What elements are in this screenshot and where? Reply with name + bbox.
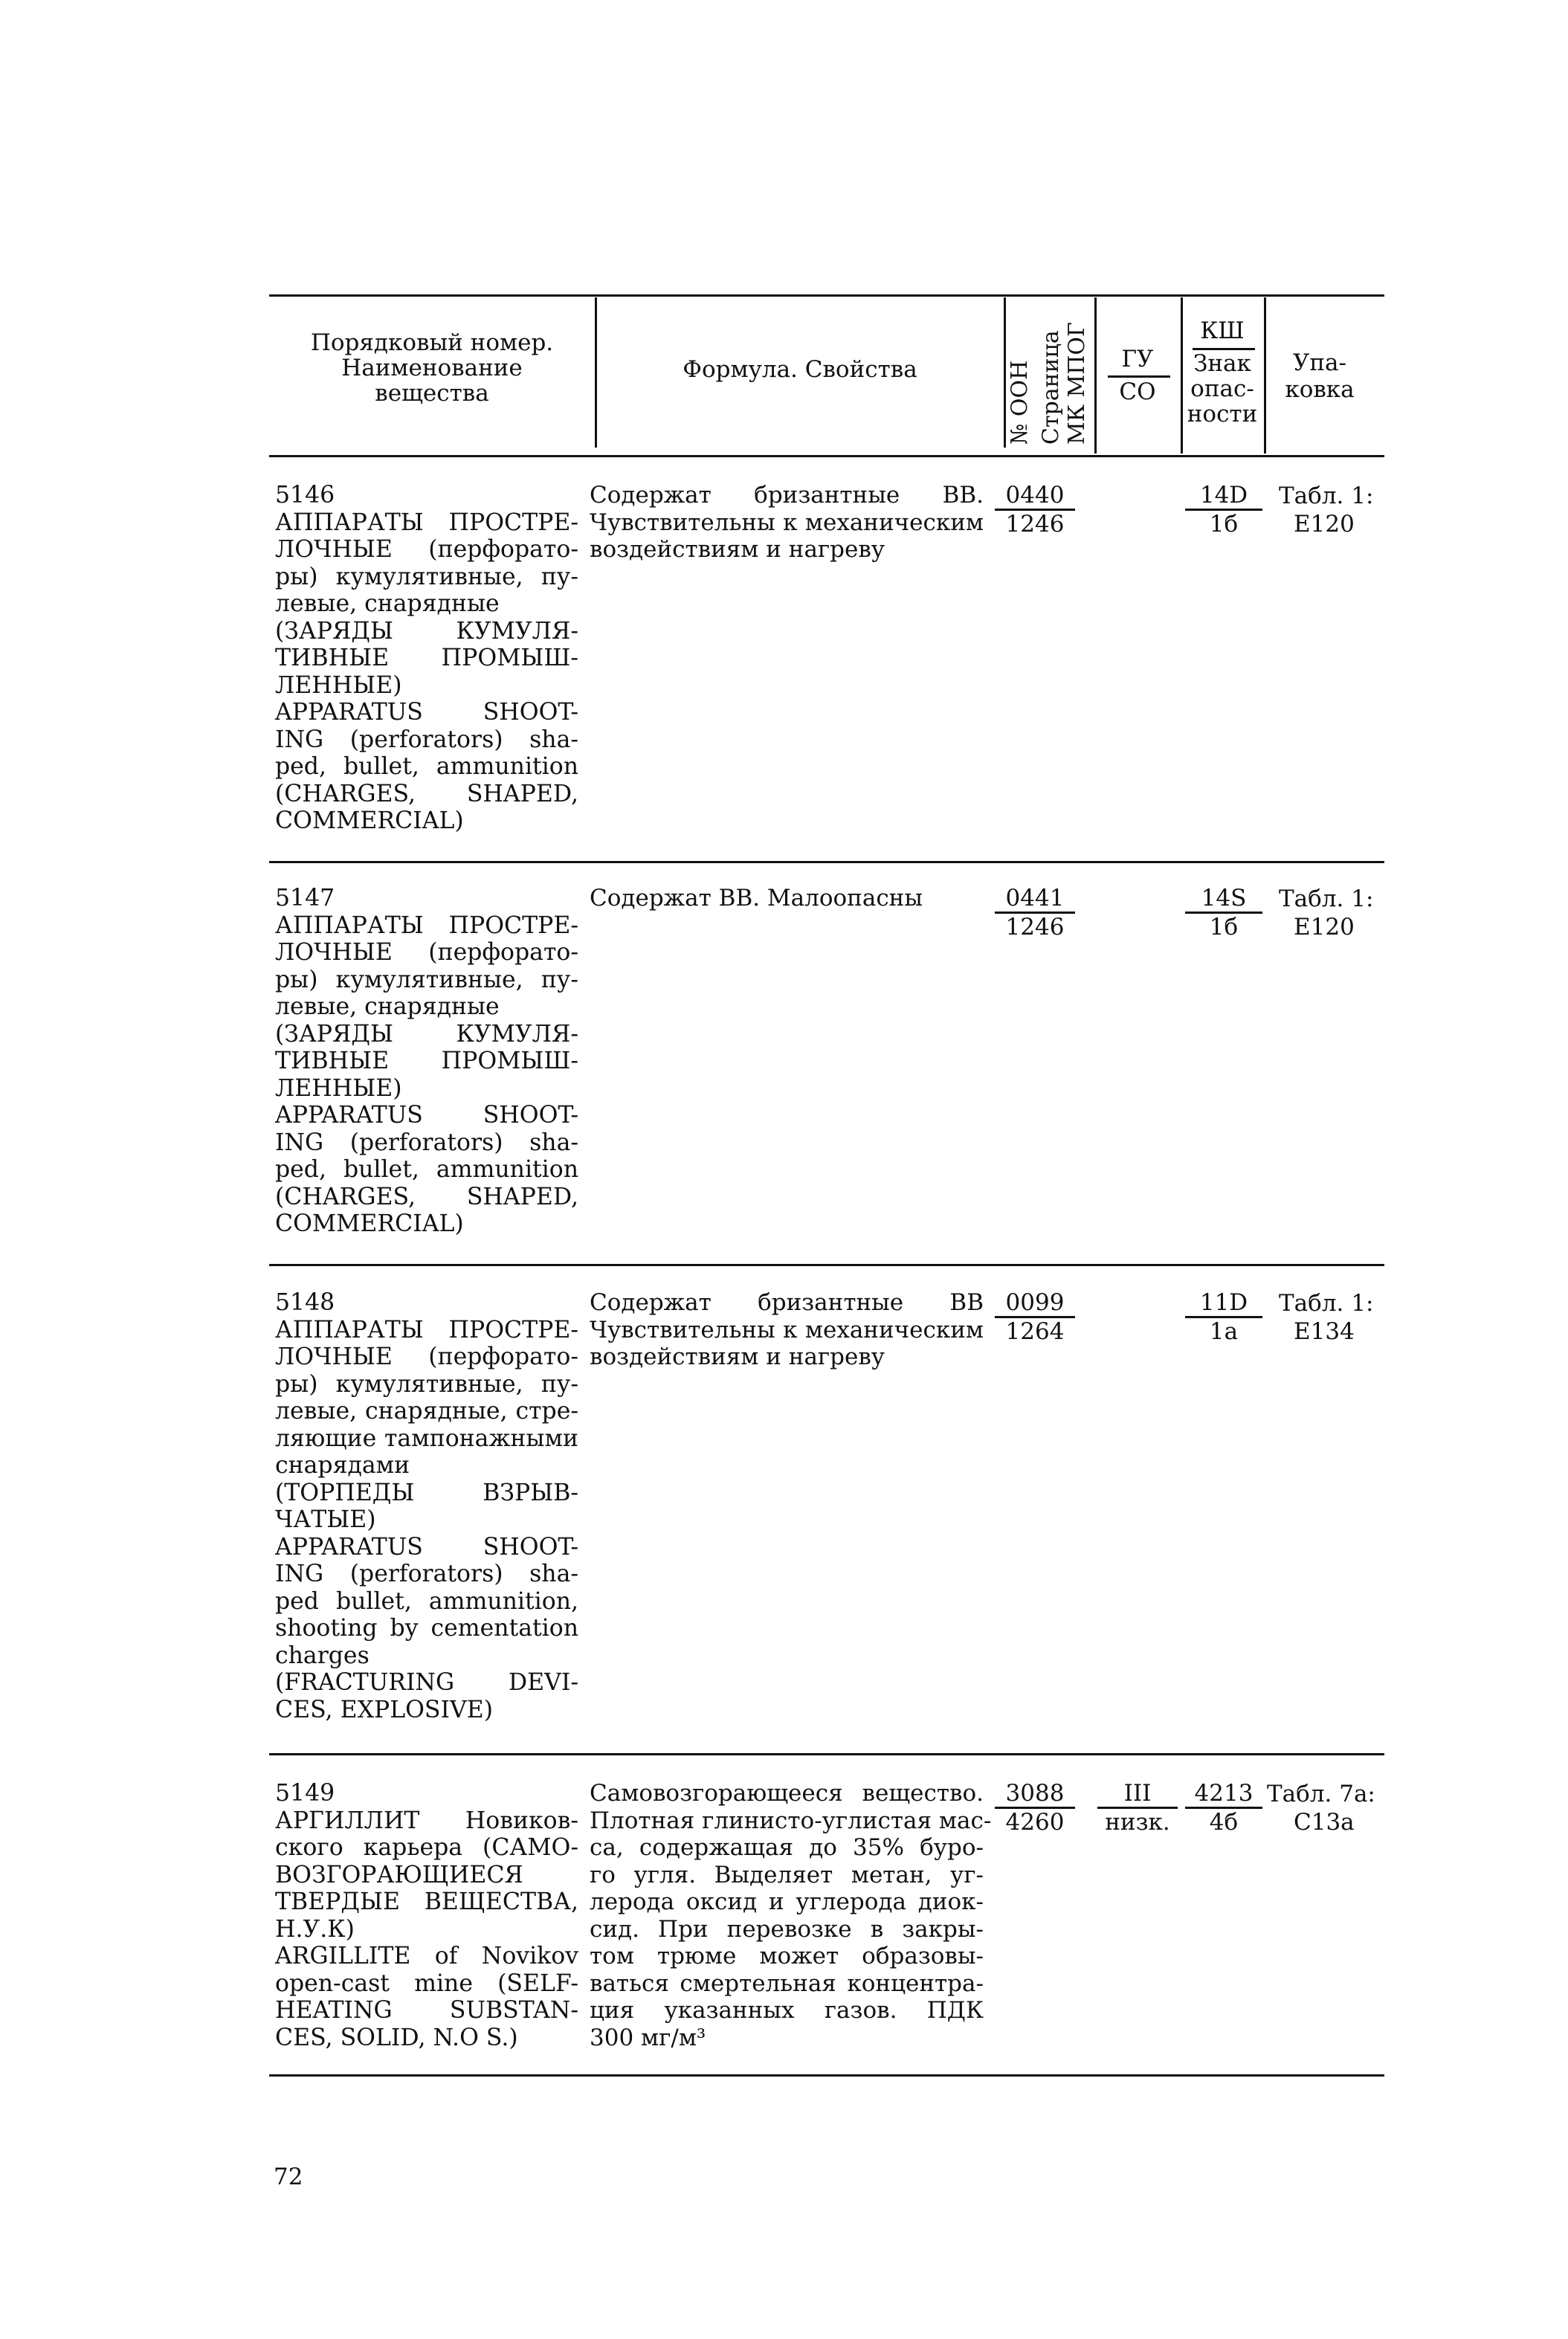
name-line: ВОЗГОРАЮЩИЕСЯ	[275, 1861, 523, 1888]
header-top-rule	[269, 294, 1384, 297]
header-sign-line: ности	[1187, 401, 1258, 428]
header-divider	[595, 297, 597, 448]
name-line: ры) кумулятивные, пу-	[275, 966, 578, 993]
name-line: АППАРАТЫ ПРОСТРЕ-	[275, 912, 578, 939]
header-divider	[1264, 297, 1266, 454]
substance-name-cell	[275, 482, 578, 835]
properties-cell	[590, 1289, 984, 1371]
hazard-sign: 1б	[1209, 914, 1239, 941]
name-line: ped, bullet, ammunition	[275, 753, 578, 780]
header-name-line: вещества	[375, 380, 489, 407]
header-co: СО	[1119, 378, 1156, 405]
props-line: лерода оксид и углерода диок-	[590, 1888, 984, 1915]
name-line: ТИВНЫЕ ПРОМЫШ-	[275, 645, 578, 671]
name-line: 5146	[275, 482, 335, 509]
header-divider	[1094, 297, 1097, 454]
header-bottom-rule	[269, 455, 1384, 457]
props-line: ваться смертельная концентра-	[590, 1969, 984, 1997]
name-line: ING (perforators) sha-	[275, 726, 578, 753]
name-line: ры) кумулятивные, пу-	[275, 1370, 578, 1398]
name-line: shooting by cementation	[275, 1615, 578, 1642]
mpog-page: 1264	[1005, 1318, 1065, 1345]
mpog-page: 1246	[1005, 914, 1065, 941]
props-line: Плотная глинисто-углистая мас-	[590, 1807, 992, 1834]
props-line: сид. При перевозке в закры-	[590, 1915, 984, 1943]
properties-cell	[590, 482, 984, 564]
name-line: левые, снарядные, стре-	[275, 1398, 578, 1425]
packing-code: Е120	[1294, 914, 1355, 941]
un-number: 0440	[995, 482, 1075, 511]
packing-table: Табл. 1:	[1279, 483, 1374, 509]
packing-code: Е120	[1294, 511, 1355, 538]
ksh-code: 11D	[1185, 1289, 1262, 1318]
name-line: ского карьера (САМО-	[275, 1834, 578, 1861]
name-line: (CHARGES, SHAPED,	[275, 780, 578, 807]
props-line: том трюме может образовы-	[590, 1943, 984, 1969]
packing-cell	[1279, 482, 1373, 538]
header-divider	[1181, 297, 1183, 454]
name-line: ARGILLITE of Novikov	[275, 1943, 578, 1969]
props-line: воздействиям и нагреву	[590, 536, 885, 563]
name-line: CES, EXPLOSIVE)	[275, 1696, 493, 1723]
ksh-code: 14S	[1185, 885, 1262, 914]
name-line: левые, снарядные	[275, 590, 500, 617]
name-line: ped bullet, ammunition,	[275, 1587, 578, 1615]
name-line: COMMERCIAL)	[275, 1210, 464, 1237]
name-line: open-cast mine (SELF-	[275, 1969, 578, 1997]
header-formula-column: Формула. Свойства	[683, 356, 917, 383]
ksh-code: 14D	[1185, 482, 1262, 511]
name-line: CES, SOLID, N.O S.)	[275, 2024, 518, 2051]
ksh-sign-fraction	[1185, 1289, 1262, 1345]
packing-code: Е134	[1294, 1318, 1355, 1345]
properties-cell	[590, 885, 984, 912]
ksh-code: 4213	[1185, 1780, 1262, 1809]
header-page-line: МК МПОГ	[1064, 322, 1090, 445]
ksh-sign-fraction	[1185, 1780, 1262, 1836]
props-line: ция указанных газов. ПДК	[590, 1997, 984, 2024]
name-line: ТИВНЫЕ ПРОМЫШ-	[275, 1048, 578, 1074]
gu-value: III	[1097, 1780, 1178, 1809]
name-line: 5149	[275, 1780, 335, 1807]
un-number: 0441	[995, 885, 1075, 914]
name-line: ЛЕННЫЕ)	[275, 671, 402, 699]
props-line: Чувствительны к механическим	[590, 1316, 984, 1343]
name-line: АППАРАТЫ ПРОСТРЕ-	[275, 1316, 578, 1343]
un-number-page-fraction	[995, 1289, 1075, 1345]
name-line: ЧАТЫЕ)	[275, 1506, 376, 1533]
name-line: ЛЕННЫЕ)	[275, 1074, 402, 1102]
props-line: Чувствительны к механическим	[590, 509, 984, 536]
name-line: ры) кумулятивные, пу-	[275, 563, 578, 590]
name-line: снарядами	[275, 1452, 410, 1479]
header-packing-line: Упа-	[1292, 349, 1347, 376]
packing-cell	[1279, 885, 1373, 941]
un-number: 3088	[995, 1780, 1075, 1809]
hazard-sign: 4б	[1209, 1809, 1239, 1836]
row-separator	[269, 1753, 1384, 1755]
header-gu-co-rule	[1108, 375, 1170, 378]
header-packing-line: ковка	[1285, 376, 1355, 403]
header-sign-line: Знак	[1193, 350, 1251, 377]
props-line: са, содержащая до 35% буро-	[590, 1834, 984, 1861]
hazard-sign: 1а	[1209, 1318, 1239, 1345]
props-line: го угля. Выделяет метан, уг-	[590, 1861, 984, 1888]
name-line: APPARATUS SHOOT-	[275, 1533, 578, 1561]
header-name-line: Порядковый номер.	[310, 329, 554, 356]
header-page-line: Страница	[1038, 330, 1064, 445]
name-line: ING (perforators) sha-	[275, 1129, 578, 1156]
name-line: (FRACTURING DEVI-	[275, 1669, 578, 1696]
substance-name-cell	[275, 1780, 578, 2051]
name-line: ЛОЧНЫЕ (перфорато-	[275, 1343, 578, 1370]
name-line: (ЗАРЯДЫ КУМУЛЯ-	[275, 1020, 578, 1048]
un-number: 0099	[995, 1289, 1075, 1318]
properties-cell	[590, 1780, 992, 2051]
name-line: ped, bullet, ammunition	[275, 1156, 578, 1183]
page-number: 72	[274, 2164, 303, 2190]
name-line: (CHARGES, SHAPED,	[275, 1183, 578, 1210]
name-line: ЛОЧНЫЕ (перфорато-	[275, 939, 578, 966]
props-line: Содержат бризантные ВВ	[590, 1289, 984, 1316]
name-line: charges	[275, 1642, 370, 1669]
ksh-sign-fraction	[1185, 885, 1262, 941]
props-line: 300 мг/м³	[590, 2024, 706, 2051]
name-line: APPARATUS SHOOT-	[275, 699, 578, 726]
name-line: Н.У.К)	[275, 1915, 355, 1943]
name-line: (ЗАРЯДЫ КУМУЛЯ-	[275, 617, 578, 645]
mpog-page: 1246	[1005, 511, 1065, 538]
un-number-page-fraction	[995, 482, 1075, 538]
header-ksh: КШ	[1200, 317, 1245, 344]
header-name-column	[272, 330, 592, 406]
packing-table: Табл. 7а:	[1267, 1781, 1375, 1807]
name-line: ЛОЧНЫЕ (перфорато-	[275, 536, 578, 563]
gu-co-fraction	[1097, 1780, 1178, 1836]
packing-cell	[1267, 1780, 1375, 1836]
name-line: ляющие тампонажными	[275, 1425, 578, 1452]
name-line: ING (perforators) sha-	[275, 1561, 578, 1587]
name-line: COMMERCIAL)	[275, 807, 464, 834]
mpog-page: 4260	[1005, 1809, 1065, 1836]
header-un-number: № ООН	[1007, 360, 1033, 445]
name-line: АРГИЛЛИТ Новиков-	[275, 1807, 578, 1834]
props-line: Содержат ВВ. Малоопасны	[590, 885, 923, 912]
header-packing	[1271, 349, 1368, 403]
packing-table: Табл. 1:	[1279, 885, 1374, 912]
un-number-page-fraction	[995, 1780, 1075, 1836]
name-line: (ТОРПЕДЫ ВЗРЫВ-	[275, 1479, 578, 1506]
props-line: воздействиям и нагреву	[590, 1343, 885, 1370]
name-line: ТВЕРДЫЕ ВЕЩЕСТВА,	[275, 1888, 578, 1915]
row-separator	[269, 1264, 1384, 1266]
un-number-page-fraction	[995, 885, 1075, 941]
name-line: левые, снарядные	[275, 993, 500, 1020]
co-value: низк.	[1105, 1809, 1170, 1836]
header-gu: ГУ	[1121, 346, 1154, 372]
packing-table: Табл. 1:	[1279, 1290, 1374, 1317]
name-line: 5147	[275, 885, 335, 912]
name-line: HEATING SUBSTAN-	[275, 1997, 578, 2024]
header-sign-line: опас-	[1190, 375, 1254, 402]
hazard-sign: 1б	[1209, 511, 1239, 538]
packing-cell	[1279, 1289, 1373, 1346]
row-separator	[269, 861, 1384, 863]
ksh-sign-fraction	[1185, 482, 1262, 538]
name-line: АППАРАТЫ ПРОСТРЕ-	[275, 509, 578, 536]
props-line: Самовозгорающееся вещество.	[590, 1780, 984, 1807]
header-name-line: Наименование	[341, 355, 523, 381]
name-line: 5148	[275, 1289, 335, 1316]
header-divider	[1004, 297, 1006, 448]
table-bottom-rule	[269, 2074, 1384, 2077]
substance-name-cell	[275, 885, 578, 1238]
name-line: APPARATUS SHOOT-	[275, 1102, 578, 1129]
header-hazard-sign	[1185, 351, 1259, 427]
packing-code: С13а	[1294, 1809, 1355, 1836]
substance-name-cell	[275, 1289, 578, 1723]
props-line: Содержат бризантные ВВ.	[590, 482, 984, 509]
